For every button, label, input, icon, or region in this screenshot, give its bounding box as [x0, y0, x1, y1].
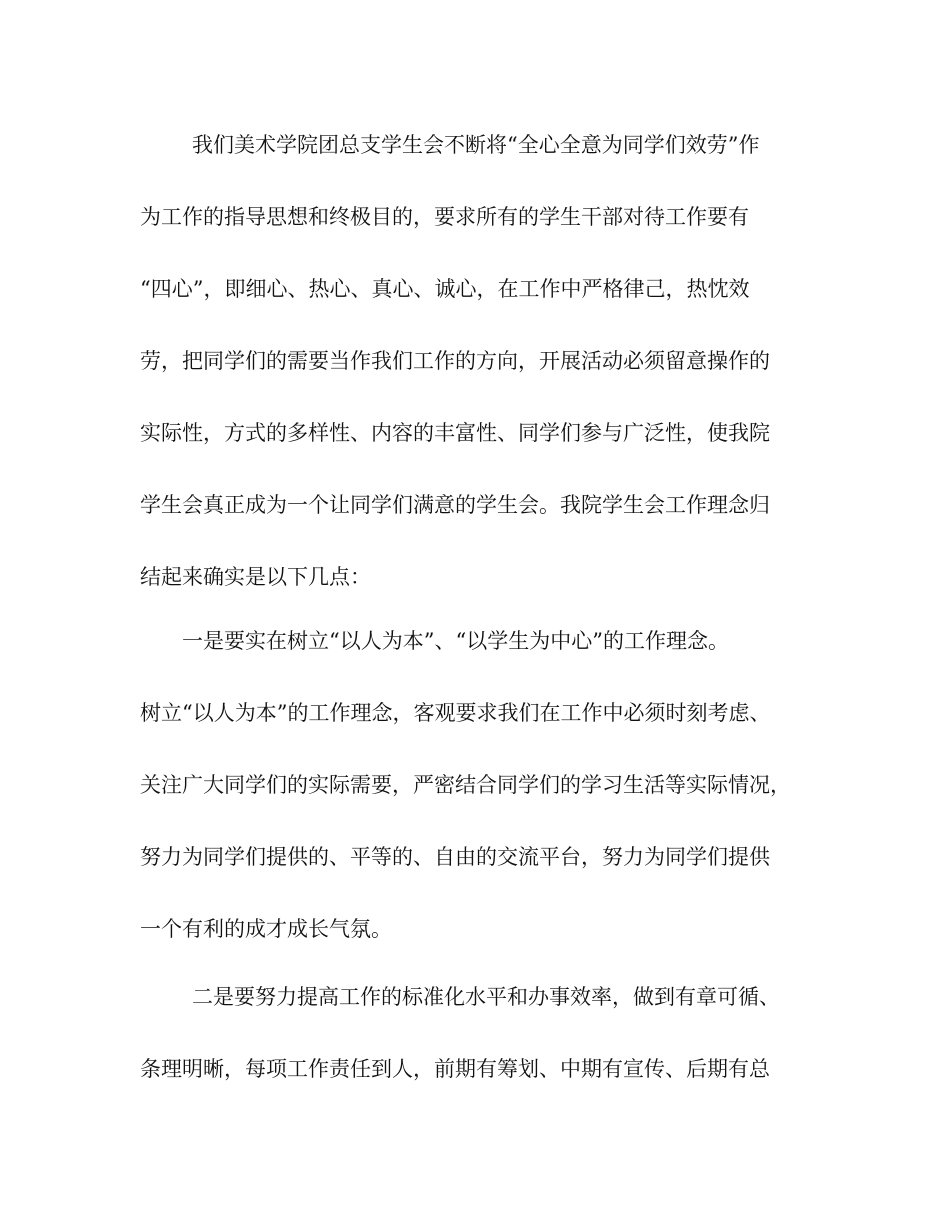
paragraph-1-line-5: 实际性，方式的多样性、内容的丰富性、同学们参与广泛性，使我院 [140, 421, 770, 445]
paragraph-3-line-2: 条理明晰，每项工作责任到人，前期有筹划、中期有宣传、后期有总 [140, 1057, 770, 1081]
paragraph-2-line-3: 关注广大同学们的实际需要，严密结合同学们的学习生活等实际情况， [140, 773, 791, 797]
paragraph-1-line-7: 结起来确实是以下几点： [140, 565, 371, 589]
paragraph-1-line-1: 我们美术学院团总支学生会不断将“全心全意为同学们效劳”作 [192, 133, 760, 157]
paragraph-2-line-5: 一个有利的成才成长气氛。 [140, 917, 392, 941]
paragraph-1-line-6: 学生会真正成为一个让同学们满意的学生会。我院学生会工作理念归 [140, 493, 770, 517]
paragraph-1-line-4: 劳，把同学们的需要当作我们工作的方向，开展活动必须留意操作的 [140, 349, 770, 373]
paragraph-2-line-1: 一是要实在树立“以人为本”、“以学生为中心”的工作理念。 [182, 629, 729, 653]
paragraph-3-line-1: 二是要努力提高工作的标准化水平和办事效率，做到有章可循、 [192, 985, 780, 1009]
paragraph-1-line-3: “四心”，即细心、热心、真心、诚心，在工作中严格律己，热忱效 [140, 277, 750, 301]
paragraph-2-line-4: 努力为同学们提供的、平等的、自由的交流平台，努力为同学们提供 [140, 845, 770, 869]
paragraph-2-line-2: 树立“以人为本”的工作理念，客观要求我们在工作中必须时刻考虑、 [140, 701, 771, 725]
paragraph-1-line-2: 为工作的指导思想和终极目的，要求所有的学生干部对待工作要有 [140, 205, 749, 229]
